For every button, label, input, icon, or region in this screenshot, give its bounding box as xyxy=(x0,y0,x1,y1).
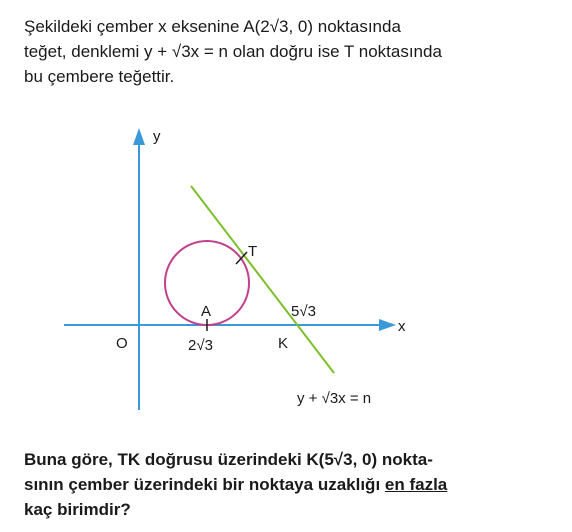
problem-line-3: bu çembere teğettir. xyxy=(24,67,175,86)
y-axis-arrow xyxy=(133,128,145,145)
point-t-label: T xyxy=(248,243,258,260)
question xyxy=(24,447,552,522)
point-k-label: K xyxy=(278,335,289,352)
point-a-label: A xyxy=(201,303,212,320)
question-underlined-text: en fazla xyxy=(384,475,448,494)
x-axis-arrow xyxy=(379,319,396,331)
problem-line-2: teğet, denklemi y + √3x = n olan doğru ise T noktasında xyxy=(24,42,442,61)
question-line-1: Buna göre, TK doğrusu üzerindeki K(5√3, 0) nokta- xyxy=(24,450,433,469)
question-line-3: kaç birimdir? xyxy=(24,500,131,519)
x-axis-label: x xyxy=(398,318,406,335)
question-line-2-text: sının çember üzerindeki bir noktaya uzaklığı xyxy=(24,475,385,494)
line-equation-label: y + √3x = n xyxy=(297,390,372,407)
y-axis-label: y xyxy=(153,128,161,145)
point-k-value: 5√3 xyxy=(291,303,316,320)
problem-line-1: Şekildeki çember x eksenine A(2√3, 0) noktasında xyxy=(24,17,401,36)
question-line-2 xyxy=(24,472,552,497)
origin-label: O xyxy=(116,335,128,352)
point-a-value: 2√3 xyxy=(188,337,213,354)
